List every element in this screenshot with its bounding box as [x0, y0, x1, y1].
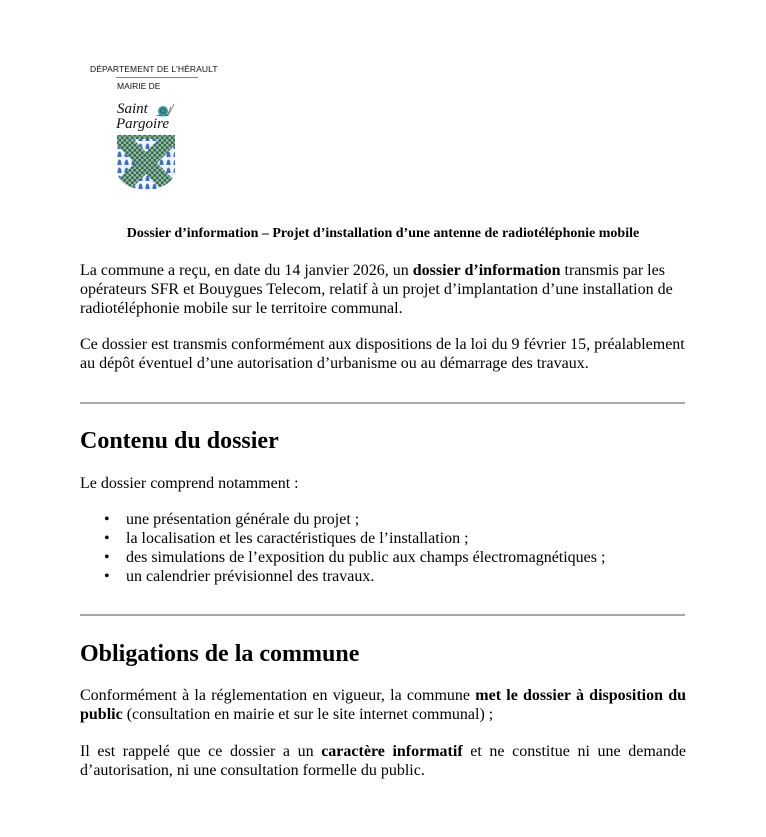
intro-paragraph: [80, 261, 686, 318]
section-heading-contenu: Contenu du dossier: [80, 428, 279, 454]
bullet-icon: •: [104, 511, 110, 528]
snail-icon: [154, 102, 176, 118]
obligations-paragraph: [80, 686, 686, 724]
contents-list: [80, 510, 605, 586]
list-item-text: une présentation générale du projet ;: [126, 511, 360, 528]
reminder-text-before: Il est rappelé que ce dossier a un: [80, 743, 322, 760]
coat-of-arms-icon: [116, 134, 176, 192]
legal-paragraph: Ce dossier est transmis conformément aux dispositions de la loi du 9 février 15, préalablement au dépôt éventuel d’une autorisation d’urbanisme ou au démarrage des travaux.: [80, 336, 685, 372]
intro-text-after: transmis par les opérateurs SFR et Bouygues Telecom, relatif à un projet d’implantation d’une installation de radiotéléphonie mobile sur le territoire communal.: [80, 262, 673, 317]
list-item-text: un calendrier prévisionnel des travaux.: [126, 568, 375, 585]
bullet-icon: •: [104, 549, 110, 566]
intro-text-before: La commune a reçu, en date du 14 janvier 2026, un: [80, 262, 413, 279]
obligations-text-bold: met le dossier à disposition du public: [80, 687, 687, 723]
department-label: DÉPARTEMENT DE L'HÉRAULT: [90, 64, 218, 74]
mairie-label: MAIRIE DE: [117, 81, 161, 91]
reminder-text-after: et ne constitue ni une demande d’autorisation, ni une consultation formelle du public.: [80, 743, 687, 779]
section-divider: [80, 614, 685, 616]
list-item: [80, 510, 605, 529]
section-intro: Le dossier comprend notamment :: [80, 475, 299, 492]
logo-name-line2: Pargoire: [116, 116, 170, 132]
list-item: [80, 529, 605, 548]
town-logo: [114, 98, 180, 198]
bullet-icon: •: [104, 530, 110, 547]
obligations-text-after: (consultation en mairie et sur le site internet communal) ;: [122, 706, 494, 723]
letterhead-divider: [116, 77, 198, 78]
bullet-icon: •: [104, 568, 110, 585]
list-item-text: des simulations de l’exposition du public aux champs électromagnétiques ;: [126, 549, 606, 566]
reminder-text-bold: caractère informatif: [321, 743, 463, 760]
obligations-text-before: Conformément à la réglementation en vigueur, la commune: [80, 687, 476, 704]
document-title: Dossier d’information – Projet d’installation d’une antenne de radiotéléphonie mobile: [126, 226, 640, 241]
section-divider: [80, 402, 685, 404]
reminder-paragraph: [80, 742, 686, 780]
intro-text-bold: dossier d’information: [412, 262, 561, 279]
list-item: [80, 548, 605, 567]
list-item: [80, 567, 605, 586]
section-heading-obligations: Obligations de la commune: [80, 641, 360, 667]
letterhead: [90, 64, 220, 132]
list-item-text: la localisation et les caractéristiques de l’installation ;: [126, 530, 469, 547]
logo-name-line1: Saint: [117, 101, 148, 117]
